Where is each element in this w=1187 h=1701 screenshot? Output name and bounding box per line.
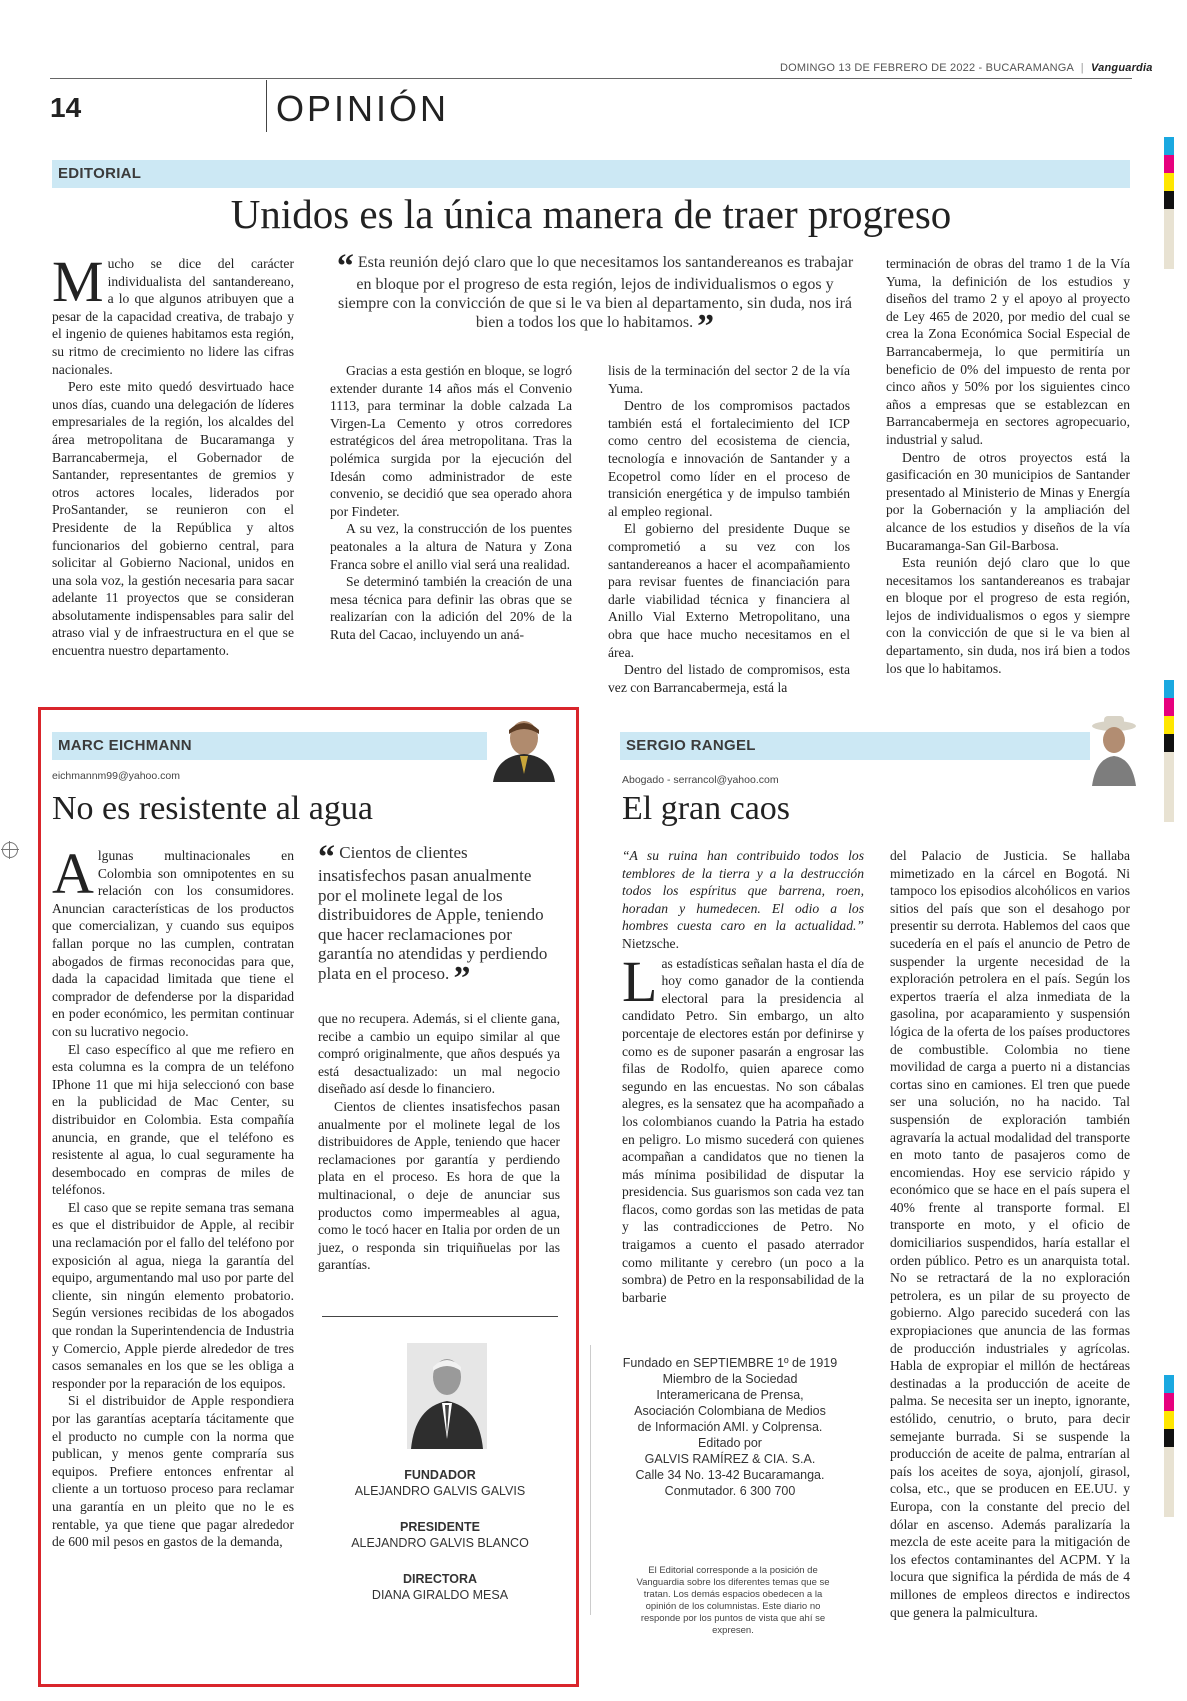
open-quote-icon: “ [318,839,335,876]
masthead-line: Calle 34 No. 13-42 Bucaramanga. [635,1468,825,1482]
epigraph-author: Nietzsche. [622,935,679,951]
staff-block [322,1467,558,1603]
author-portrait-icon [487,712,561,782]
editorial-col-2 [330,362,572,644]
paragraph: Cientos de clientes insatisfechos pasan anualmente por el molinete legal de los distribuidores de Apple, teniendo que hacer reclamaciones por garantía y perdiendo plata en el proceso. Es hora de que la multinacional, o deje de anunciar sus productos como impermeables al agua, como le tocó hacer en Italia por orden de un juez, o responda sin triquiñuelas por las garantías. [318,1098,560,1273]
dropcap: M [52,249,104,314]
president-name: ALEJANDRO GALVIS BLANCO [351,1536,529,1550]
close-quote-icon: ” [453,959,471,997]
paragraph: Si el distribuidor de Apple respondiera por las garantías aceptaría tácitamente que el producto no cumple con la norma que publican, y menos gente compraría sus equipos. Prefiere entonces enfrentar al cliente a un tortuoso proceso para reclamar una garantía en un pleito que no le es rentable, ya que tiene que pagar alrededor de 600 mil pesos en gastos de la demanda, [52,1393,294,1550]
author-photo [487,712,561,782]
paragraph: El gobierno del presidente Duque se comprometió a su vez con los santandereanos a hacer el acompañamiento para revisar fuentes de financiación para darle viabilidad técnica y financiera al Anillo Vial Externo Metropolitano, una obra que hace mucho necesitamos en el área. [608,521,850,660]
paragraph: que no recupera. Además, si el cliente gana, recibe a cambio un equipo similar al que compró originalmente, que años después ya está desactualizado: un mal negocio diseñado así desde lo financiero. [318,1011,560,1097]
eichmann-col-2 [318,1010,560,1274]
director-label: DIRECTORA [402,1572,478,1586]
editorial-pullquote [330,248,860,345]
masthead-line: Interamericana de Prensa, [656,1388,804,1402]
author-label: MARC EICHMANN [58,737,192,754]
masthead-line: Asociación Colombiana de Medios [634,1404,826,1418]
paragraph: El caso específico al que me refiero en esta columna es la compra de un teléfono IPhone 11 que mi hija seleccionó con base en la publicidad de Mac Center, su distribuidor en Colombia. Esta compañía anuncia, en grande, que el teléfono es resistente al agua, lo cual seguramente ha desembocado en compras de miles de teléfonos. [52,1041,294,1198]
editorial-col-3 [608,362,850,696]
epigraph [622,847,864,953]
paragraph: Pero este mito quedó desvirtuado hace unos días, cuando una delegación de líderes empresariales de la región, los alcaldes del área metropolitana de Bucaramanga y Barrancabermeja, el Gobernador de Santander, representantes de gremios y otros actores locales, liderados por ProSantander, se reunieron con el Presidente de la República y altos funcionarios del gobierno central, para solicitar al Gobierno Nacional, unidos en una sola voz, la gestión necesaria para sacar adelante 11 proyectos que se consideran absolutamente indispensables para salir del atraso vial y de infraestructura en el que se encuentra nuestro departamento. [52,379,294,659]
dropcap: A [52,841,94,906]
director-name: DIANA GIRALDO MESA [371,1588,509,1602]
open-quote-icon: “ [336,248,354,285]
author-photo [1090,712,1138,786]
staff-rule [322,1316,558,1317]
paragraph: terminación de obras del tramo 1 de la Vía Yuma, la definición de los estudios y diseños del tramo 2 y el apoyo al proyecto de Ley 465 de 2020, por medio del cual se crea la Zona Económica Social Especial de Barrancabermeja, lo que permitiría un beneficio de 0% del impuesto de renta por cinco años y 50% por los siguientes cinco años a empresas que se establezcan en Barrancabermeja en sectores agropecuario, industrial y salud. [886,256,1130,447]
pullquote-text: Esta reunión dejó claro que lo que necesitamos los santandereanos es trabajar en bloque por el progreso de esta región, lejos de individualismos o egos y siempre con la convicción de que si le va bien al departamento, sin duda, nos irá bien a todos los que lo habitamos. [337,254,854,331]
paragraph: lgunas multinacionales en Colombia son omnipotentes en su relación con los consumidores. Anuncian características de los productos que comercializan, y cuando sus equipos fallan porque no las cumplen, contratan abogados de firmas reconocidas para que, dada la capacidad limitada que tiene el comprador de defenderse por la disparidad en poder económico, les permitan continuar con su lucrativo negocio. [52,848,294,1039]
paragraph: Dentro del listado de compromisos, esta vez con Barrancabermeja, está la [608,662,850,695]
dropcap: L [622,948,658,1014]
rangel-col-1 [622,847,864,1306]
rangel-col-2 [890,847,1130,1621]
eichmann-pullquote [318,839,558,997]
paragraph: ucho se dice del carácter individualista del santandereano, a lo que algunos atribuyen que a pesar de la capacidad creativa, de trabajo y el ingenio de quienes habitamos esta región, su ritmo de crecimiento no lidere las cifras nacionales. [52,256,294,377]
section-title: OPINIÓN [276,88,450,129]
page-number: 14 [50,92,82,123]
paragraph: Gracias a esta gestión en bloque, se logró extender durante 14 años más el Convenio 1113, para terminar la doble calzada La Virgen-La Cemento y otros corredores estratégicos del área metropolitana. Tras la polémica surgida por la ejecución del Idesán como administrador de este convenio, se decidió que sea operado ahora por Findeter. [330,363,572,519]
masthead-line: Editado por [698,1436,762,1450]
paragraph: del Palacio de Justicia. Se hallaba mimetizado en la cárcel en Bogotá. Ni tampoco los episodios alcohólicos en varios sitios del país que son el desahogo por presentir su derrota. Hablemos del caos que sucedería en el país el anuncio de Petro de suspender la urgente necesidad de la exploración petrolera en el país. Según los expertos traería el alza inmediata de la gasolina, por acaparamiento y suspensión lógica de la oferta de los países productores de combustible. Colombia no tiene movilidad de carga a puerto ni a distancias cortas sino en camiones. El tren que puede ser una solución, no ha nacido. Tal suspensión de exploración también agravaría la actual modalidad del transporte en moto tanto de pasajeros como de encomiendas. Hoy ese servicio rápido y económico que se hace en el país supera el 40% frente al transporte formal. El transporte en moto, y el oficio de domiciliarios suspendidos, haría estallar el orden público. Petro es un anarquista total. No se retractará de la no exploración petrolera, es un pilar de su proyecto de gobierno. Algo parecido sucederá con las expropiaciones que anuncia de las formas de producción industriales y agrícolas. Habla de expropiar el millón de hectáreas destinadas a la producción de aceite de palma. Se necesita ser un inepto, ignorante, estólido, cenutrio, o bruto, para decir semejante burrada. Si se suspende la producción de aceite de palma, entrarían al país los aceites de soya, ajonjolí, girasol, colsa, etc., que se producen en EE.UU. y Europa, con la constante del precio del dólar en ascenso. Además paralizaría la mezcla de este aceite para la mitigación de los efectos contaminantes del ACPM. Y la locura que significa la pérdida de más de 4 millones de empleos directos e indirectos que genera la palmicultura. [890,848,1130,1620]
paragraph: Dentro de otros proyectos está la gasificación en 30 municipios de Santander presentado al Ministerio de Minas y Energía por la Gobernación y la ampliación del alcance de los estudios y diseños de la vía Bucaramanga-San Gil-Barbosa. [886,449,1130,553]
founder-name: ALEJANDRO GALVIS GALVIS [354,1484,526,1498]
paragraph: El caso que se repite semana tras semana es que el distribuidor de Apple, al recibir una reclamación por el fallo del teléfono por exposición al agua, niega la garantía del equipo, argumentando mal uso por parte del cliente, sin ningún elemento probatorio. Según versiones recibidas de los abogados que rondan la Superintendencia de Industria y Comercio, Apple pierde alrededor de tres casos semanales en los que se les obliga a responder por la reparación de los equipos. [52,1199,294,1391]
epigraph-text: “A su ruina han contribuido todos los temblores de la tierra y a la destrucción todos los espíritus que barrena, roen, horadan y humedecen. El odio a los hombres cuesta caro en la actualidad.” [622,848,864,934]
eichmann-band [52,732,560,760]
president-label: PRESIDENTE [400,1520,480,1534]
paragraph: Se determinó también la creación de una mesa técnica para definir las obras que se realizarían con la adición del 20% de la Ruta del Cacao, incluyendo un aná- [330,574,572,642]
editorial-col-4 [886,255,1130,677]
founder-label: FUNDADOR [404,1468,476,1482]
masthead-line: Miembro de la Sociedad [662,1372,798,1386]
paragraph: lisis de la terminación del sector 2 de la vía Yuma. [608,363,850,396]
paragraph: A su vez, la construcción de los puentes peatonales a la altura de Natura y Zona Franca sobre el anillo vial será una realidad. [330,521,572,572]
editorial-col-1 [52,249,294,660]
editorial-label: EDITORIAL [58,165,142,182]
paragraph: Esta reunión dejó claro que lo que necesitamos los santandereanos es trabajar en bloque por el progreso de esta región, lejos de individualismos o egos y siempre con la convicción de que si le va bien al departamento, sin duda, nos irá bien a todos los que lo habitamos. [886,555,1130,676]
masthead-line: GALVIS RAMÍREZ & CIA. S.A. [644,1452,816,1466]
masthead-line: Conmutador. 6 300 700 [664,1484,796,1498]
dateline: DOMINGO 13 DE FEBRERO DE 2022 - BUCARAMANGA | Vanguardia [780,62,1153,74]
rangel-band [620,732,1130,760]
crosshair-icon [2,842,18,858]
paragraph: Dentro de los compromisos pactados también está el fortalecimiento del ICP como centro del ecosistema de ciencia, tecnología e innovación de Santander y a Ecopetrol como líder en el proceso de transición energética y de impulso también al empleo regional. [608,398,850,519]
editorial-title: Unidos es la única manera de traer progreso [230,191,952,237]
founder-portrait-icon [407,1343,487,1449]
masthead-line: Fundado en SEPTIEMBRE 1º de 1919 [622,1356,838,1370]
author-label: SERGIO RANGEL [626,737,756,754]
eichmann-col-1 [52,841,294,1551]
pullquote-text: Cientos de clientes insatisfechos pasan anualmente por el molinete legal de los distribuidores de Apple, teniendo que hacer reclamaciones por garantía no atendidas y perdiendo plata en el proceso. [318,843,548,983]
column-title: No es resistente al agua [52,790,373,827]
color-registration-marks [1164,137,1176,269]
color-registration-marks [1164,680,1176,822]
founder-photo [407,1343,487,1449]
masthead-line: de Información AMI. y Colprensa. [637,1420,823,1434]
masthead-block [600,1355,860,1499]
header-rule [50,78,1132,79]
brand-name: Vanguardia [1091,62,1153,74]
staff-divider [590,1345,591,1615]
author-portrait-icon [1090,712,1138,786]
dateline-text: DOMINGO 13 DE FEBRERO DE 2022 - BUCARAMANGA [780,62,1074,74]
disclaimer: El Editorial corresponde a la posición de Vanguardia sobre los diferentes temas que se tratan. Los demás espacios obedecen a la opinión de los columnistas. Este diario no responde por los puntos de vista que ahí se expresen. [636,1565,830,1636]
editorial-band [52,160,1130,188]
header-divider [266,80,267,132]
close-quote-icon: ” [697,308,715,345]
author-byline: Abogado - serrancol@yahoo.com [622,774,779,786]
paragraph: as estadísticas señalan hasta el día de hoy como ganador de la contienda electoral para la presidencia al candidato Petro. Sin embargo, un alto porcentaje de electores están por definirse y como es de suponer pasarán a engrosar las filas de Rodolfo, quien aparece como segundo en las encuestas. No son cábalas alegres, es la sensatez que ha acompañado a los colombianos cuando la Patria ha estado en peligro. Lo mismo sucederá con quienes acompañan a candidatos que no tienen la más mínima posibilidad de disputar la presidencia. Sus guarismos son cada vez tan flacos, como gordas son las metidas de pata y las contradicciones de Petro. No traigamos a cuento el pasado aterrador como militante y cerebro (un poco a la sombra) de Petro en la responsabilidad de la barbarie [622,955,864,1305]
author-email: eichmannm99@yahoo.com [52,770,180,782]
column-title: El gran caos [622,790,791,827]
color-registration-marks [1164,1375,1176,1517]
